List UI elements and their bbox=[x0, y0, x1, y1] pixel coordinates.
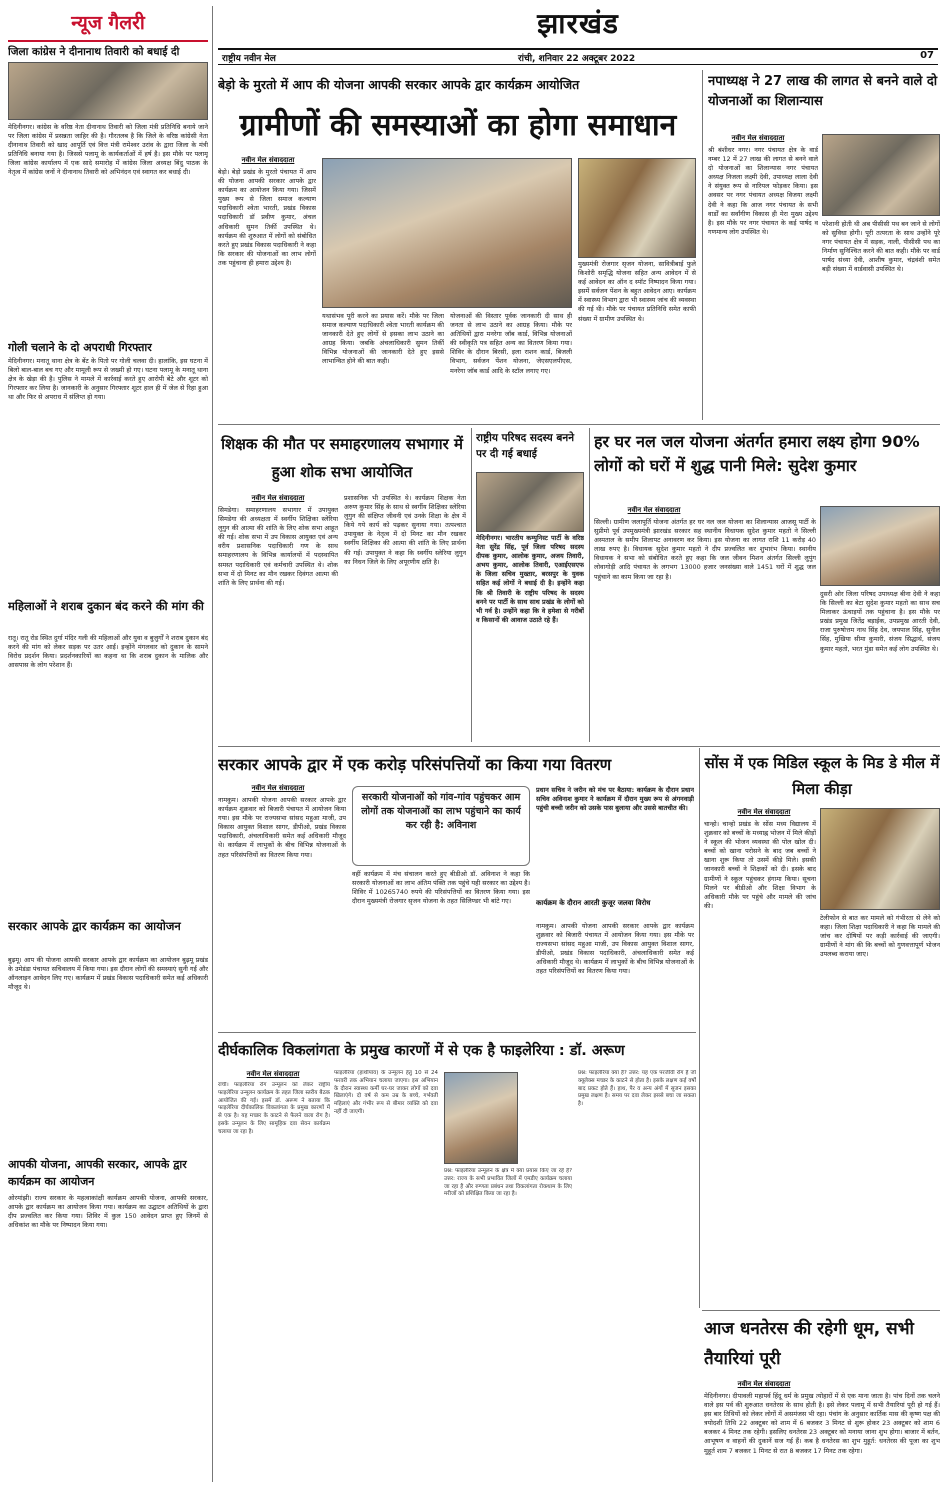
main-col1: बेड़ो। बेड़ो प्रखंड के मुरतो पंचायत में आप की योजना आपकी सरकार आपके द्वार कार्यक्रम का आयोजन किया गया। जिसमें मुख्य रूप से जिला समाज कल्याण पदाधिकारी श्वेता भारती, प्रखंड विकास पदाधिकारी डॉ प्रवीण कुमार, अंचल अधिकारी सुमन तिर्की उपस्थित थे। कार्यक्रम की शुरुआत में लोगों को संबोधित करते हुए प्रखंड विकास पदाधिकारी ने कहा कि सरकार की योजनाओं का लाभ लोगों तक पहुंचाना ही हमारा उद्देश्य है। bbox=[218, 168, 316, 267]
doctor-col4: प्रश्न: फाइलेरिया क्या है? उत्तर: यह एक परजीवी रोग है जो क्यूलेक्स मच्छर के काटने से होता है। इसके लक्षण कई वर्षों बाद प्रकट होते हैं। हाथ, पैर व अन्य अंगों में सूजन इसका प्रमुख लक्षण है। समय पर दवा लेकर इससे बचा जा सकता है। bbox=[578, 1070, 696, 1108]
school-body2: टेलीफोन से बात कर मामले को गंभीरता से लेने को कहा। जिला शिक्षा पदाधिकारी ने कहा कि मामले की जांच कर दोषियों पर कड़ी कार्रवाई की जाएगी। ग्रामीणों ने मांग की कि बच्चों को गुणवत्तापूर्ण भोजन उपलब्ध कराया जाए। bbox=[820, 914, 940, 959]
doctor-byline: नवीन मेल संवाददाता bbox=[246, 1070, 300, 1078]
strip-paper-name: राष्ट्रीय नवीन मेल bbox=[222, 54, 276, 64]
school-byline: नवीन मेल संवाददाता bbox=[737, 808, 791, 816]
main-photo bbox=[322, 158, 572, 308]
gallery-photo bbox=[8, 62, 208, 120]
teacher-col2: प्रशासनिक भी उपस्थित थे। कार्यक्रम शिक्षक नेता अरुण कुमार सिंह के साथ से स्वर्गीय शिक्षिका स्लेरिया लुगुन की संक्षिप्त जीवनी एवं उनके शिक्षा के क्षेत्र में किये गये कार्य को पढ़कर सुनाया गया। तत्पश्चात उपायुक्त के नेतृत्व में दो मिनट का मौन रखकर स्वर्गीय शिक्षिका की आत्मा की शांति के लिए प्रार्थना की गई। उपायुक्त ने कहा कि स्वर्गीय स्लेरिया लुगुन का निधन जिले के लिए अपूरणीय क्षति है। bbox=[344, 494, 466, 566]
page-number: 07 bbox=[920, 50, 934, 61]
award-body: मेदिनीनगर। भारतीय कम्युनिस्ट पार्टी के वरिष्ठ नेता सुरेंद्र सिंह, पूर्व जिला परिषद सदस्य दीपक कुमार, आलोक कुमार, अजय तिवारी, अभय कुमार, आलोक तिवारी, एआईएसएफ के जिला सचिव मुख्तार, बरसपुर के युवक सहित कई लोगों ने बधाई दी है। इन्होंने कहा कि श्री तिवारी के राष्ट्रीय परिषद के सदस्य बनने पर पार्टी के साथ साथ प्रखंड के लोगों को भी गर्व है। उन्होंने कहा कि वे हमेशा से गरीबों व किसानों की आवाज उठाते रहे हैं। bbox=[476, 534, 584, 624]
water-byline: नवीन मेल संवाददाता bbox=[627, 506, 681, 514]
doctor-col3: प्रश्न: फाइलेरिया उन्मूलन के क्षेत्र में क्या प्रयास किए जा रहे हैं? उत्तर: राज्य के सभी प्रभावित जिलों में एमडीए कार्यक्रम चलाया जा रहा है और रुग्णता प्रबंधन तथा विकलांगता रोकथाम के लिए मरीजों को प्रशिक्षित किया जा रहा है। bbox=[444, 1168, 572, 1198]
masthead-title: झारखंड bbox=[537, 7, 619, 40]
dhanteras-byline: नवीन मेल संवाददाता bbox=[737, 1380, 791, 1388]
doctor-col2: फाइलेरिया (हाथीपांव) के उन्मूलन हेतु 10 से 24 फरवरी तक अभियान चलाया जाएगा। इस अभियान के दौरान स्वास्थ्य कर्मी घर-घर जाकर लोगों को दवा खिलाएंगे। दो वर्ष से कम उम्र के बच्चे, गर्भवती महिलाएं और गंभीर रूप से बीमार व्यक्ति को दवा नहीं दी जाएगी। bbox=[334, 1070, 438, 1115]
water-body: सिल्ली। ग्रामीण जलापूर्ति योजना अंतर्गत हर घर नल जल योजना का शिलान्यास आजसू पार्टी के सुप्रीमो पूर्व उपमुख्यमंत्री झारखंड सरकार सह स्थानीय विधायक सुदेश कुमार महतो ने सिल्ली अस्पताल के समीप शिलापट अनावरण कर किया। इस योजना का लागत राशि 11 करोड़ 40 लाख रुपए है। विधायक सुदेश कुमार महतो ने दीप प्रज्वलित कर शुभारंभ किया। स्थानीय विधायक ने सभा को संबोधित करते हुए कहा कि जल जीवन मिशन अंतर्गत सिल्ली लुपुंग लोवागोड़ी आदि पंचायत के लगभग 13000 हजार जनसंख्या वाले 1451 घरों में शुद्ध जल पहुंचाने का काम किया जा रहा है। bbox=[594, 518, 816, 581]
news-gallery-title: न्यूज गैलरी bbox=[71, 12, 145, 34]
teacher-headline: शिक्षक की मौत पर समाहरणालय सभागार में हुआ शोक सभा आयोजित bbox=[221, 435, 463, 481]
main-col3: योजनाओं की विस्तार पूर्वक जानकारी दी साथ ही जनता से लाभ उठाने का आग्रह किया। मौके पर अतिथियों द्वारा मनरेगा जॉब कार्ड, विभिन्न योजनाओं की स्वीकृति पत्र सहित अन्य का वितरण किया गया। शिविर के दौरान बिरसी, इला राशन कार्ड, बिजली विभाग, सर्वजन पेंशन योजना, जेएसएलपीएस, मनरेगा जॉब कार्ड आदि के स्टॉल लगाए गए। bbox=[450, 312, 572, 375]
right-top-body: श्री बंशीधर नगर। नगर पंचायत क्षेत्र के वार्ड नम्बर 12 में 27 लाख की लागत से बनने वाले दो योजनाओं का शिलान्यास नगर पंचायत अध्यक्ष निजला लक्ष्मी देवी, उपाध्यक्ष लाला देवी ने संयुक्त रूप से नारियल फोड़कर किया। इस अवसर पर नगर पंचायत अध्यक्ष विजया लक्ष्मी देवी ने कहा कि आज नगर पंचायत के सभी वार्डों का सर्वांगीण विकास ही मेरा मुख्य उद्देश्य है। इस मौके पर नगर पंचायत के कई पार्षद व गणमान्य लोग उपस्थित थे। bbox=[708, 146, 818, 236]
right-top-body2: परेशानी होती थी अब पीसीसी पथ बन जाने से लोगों को सुविधा होगी। पूरी तत्परता के साथ उन्होंने पूरे नगर पंचायत क्षेत्र में सड़क, नाली, पीसीसी पथ का निर्माण सुनिश्चित करने की बात कही। मौके पर वार्ड पार्षद संध्या देवी, आशीष कुमार, चंद्रवंशी समेत बड़ी संख्या में वार्डवासी उपस्थित थे। bbox=[822, 220, 940, 274]
water-body2: दुसरी ओर जिला परिषद उपाध्यक्ष बीना देवी ने कहा कि सिल्ली का बेटा सुदेश कुमार महतो का साथ सच मिलाकर ऊंचाइयों तक पहुंचाना है। इस मौके पर प्रखंड प्रमुख जितेंद्र बड़ाईक, उपप्रमुख आरती देवी, राजा पुरुषोत्तम नाथ सिंह देव, जयपाल सिंह, सुनील सिंह, मुखिया सीमा कुमारी, संजय सिद्धार्थ, संजय कुमार महतो, भरत मुंडा समेत कई लोग उपस्थित थे। bbox=[820, 590, 940, 653]
dhanteras-headline: आज धनतेरस की रहेगी धूम, सभी तैयारियां पूरी bbox=[704, 1319, 914, 1369]
right-top-byline: नवीन मेल संवाददाता bbox=[731, 134, 785, 142]
main-col2: यथासंभव पूरी करने का प्रयास करें। मौके पर जिला समाज कल्याण पदाधिकारी श्वेता भारती कार्यक्रम की जानकारी देते हुए लोगों से इसका लाभ उठाने का आग्रह किया। जबकि अंचलाधिकारी सुमन तिर्की विभिन्न योजनाओं की जानकारी देते हुए इससे लाभान्वित होने की बात कही। bbox=[322, 312, 444, 366]
brief4-body: ओरमांझी। राज्य सरकार के महत्वाकांक्षी कार्यक्रम आपकी योजना, आपकी सरकार, आपके द्वार कार्यक्रम का आयोजन किया गया। कार्यक्रम का उद्घाटन अतिथियों के द्वारा दीप प्रज्वलित कर किया गया। शिविर में कुल 150 आवेदन प्राप्त हुए जिनमें से अधिकांश का मौके पर निष्पादन किया गया। bbox=[8, 1194, 208, 1230]
school-body: चान्हो। चान्हो प्रखंड के सोंस मध्य विद्यालय में शुक्रवार को बच्चों के मध्याह्न भोजन में मिले कीड़ों ने स्कूल की भोजन व्यवस्था की पोल खोल दी। बच्चों को खाना परोसने के बाद जब बच्चों ने खाना शुरू किया तो उसमें कीड़े मिले। इसकी जानकारी बच्चों ने शिक्षकों को दी। इसके बाद ग्रामीणों ने स्कूल पहुंचकर हंगामा किया। सूचना मिलने पर बीडीओ और शिक्षा विभाग के अधिकारी मौके पर पहुंचे और मामले की जांच की। bbox=[704, 820, 816, 910]
school-photo bbox=[820, 808, 940, 910]
main-kicker: बेड़ो के मुरतो में आप की योजना आपकी सरकार आपके द्वार कार्यक्रम आयोजित bbox=[218, 77, 580, 92]
gallery-body: मेदिनीनगर। कांग्रेस के वरिष्ठ नेता दीनानाथ तिवारी को जिला मंत्री प्रतिनिधि बनाये जाने पर जिला कांग्रेस में प्रसन्नता जाहिर की है। गौरतलब है कि जिले के वरिष्ठ कांग्रेसी नेता दीनानाथ तिवारी को खाद आपूर्ति एवं वित्त मंत्री रामेश्वर उरांव के द्वारा जिला के मंत्री प्रतिनिधि बनाया गया है। जिससे पलामू के कार्यकर्ताओं में हर्ष है। इस मौके पर पलामू जिला कांग्रेस कार्यालय में एक सादे समारोह में कांग्रेस जिला अध्यक्ष बिंदु पाठक के नेतृत्व में कांग्रेस जनों ने दीनानाथ तिवारी को अभिनंदन एवं स्वागत कर बधाई दी। bbox=[8, 123, 208, 177]
main-headline-box bbox=[218, 100, 698, 152]
brief4-headline: आपकी योजना, आपकी सरकार, आपके द्वार कार्यक्रम का आयोजन bbox=[8, 1158, 187, 1188]
strip-date: रांची, शनिवार 22 अक्टूबर 2022 bbox=[518, 54, 636, 64]
distribution-col3b: नामकुम। आपकी योजना आपकी सरकार आपके द्वार कार्यक्रम शुक्रवार को बिजारी पंचायत में आयोजन किया गया। इस मौके पर राज्यसभा सांसद महुआ माजी, उप विकास आयुक्त विशाल सागर, डीपीओ, प्रखंड विकास पदाधिकारी, अंचलाधिकारी समेत कई अधिकारी मौजूद थे। कार्यक्रम में लाभुकों के बीच विभिन्न योजनाओं के तहत परिसंपत्तियों का वितरण किया गया। bbox=[536, 922, 694, 976]
distribution-headline: सरकार आपके द्वार में एक करोड़ परिसंपत्तियों का किया गया वितरण bbox=[218, 755, 612, 774]
doctor-col1: रांची। फाइलेरिया रोग उन्मूलन को लेकर राष्ट्रीय फाइलेरिया उन्मूलन कार्यक्रम के तहत जिला स्तरीय बैठक आयोजित की गई। इसमें डॉ. अरूण ने बताया कि फाइलेरिया दीर्घकालिक विकलांगता के प्रमुख कारणों में से एक है। यह मच्छर के काटने से फैलने वाला रोग है। इसके उन्मूलन के लिए सामूहिक दवा सेवन कार्यक्रम चलाया जा रहा है। bbox=[218, 1082, 330, 1135]
brief1-body: मेदिनीनगर। मनातू थाना क्षेत्र के बेंट के पितो पर गोली चलवा दी। हालांकि, इस घटना में बिलो बाल-बाल बच गए और मामूली रूप से जख्मी हो गए। घटना पलामू के मनातू थाना क्षेत्र के खेड़ा की है। पुलिस ने मामले में कार्रवाई करते हुए आरोपी बेटे और शूटर को गिरफ्तार कर लिया है। जानकारी के अनुसार गिरफ्तार शूटर हाल ही में जेल से रिहा हुआ था और फिर से अपराध में संलिप्त हो गया। bbox=[8, 357, 208, 402]
main-headline: ग्रामीणों की समस्याओं का होगा समाधान bbox=[239, 108, 677, 143]
right-top-photo bbox=[822, 134, 940, 216]
main-byline: नवीन मेल संवाददाता bbox=[241, 156, 295, 164]
left-header bbox=[8, 6, 208, 40]
school-headline: सोंस में एक मिडिल स्कूल के मिड डे मील में मिला कीड़ा bbox=[704, 754, 940, 798]
distribution-col3: प्रधान सचिव ने जरीन को मंच पर बैठाया: कार्यक्रम के दौरान प्रधान सचिव अविनाश कुमार ने कार्यक्रम में दौरान मुख्य रूप से अंगनवाड़ी पहुंची बच्ची जरीन को उसके पास बुलाया और उससे बातचीत की। bbox=[536, 786, 694, 813]
distribution-quote: सरकारी योजनाओं को गांव-गांव पहुंचकर आम लोगों तक योजनाओं का लाभ पहुंचाने का कार्य कर रही है: अविनाश bbox=[361, 792, 521, 831]
award-headline: राष्ट्रीय परिषद सदस्य बनने पर दी गई बधाई bbox=[476, 432, 575, 460]
masthead bbox=[218, 4, 938, 44]
brief2-body: रातू। रातू रोड स्थित दुर्गा मंदिर गली की महिलाओं और युवा व बुजुर्गों ने शराब दुकान बंद करने की मांग को लेकर सड़क पर उतर आईं। इन्होंने मंगलवार को दुकान के सामने विरोध प्रदर्शन किया। प्रदर्शनकारियों का कहना था कि शराब दुकान के मालिक और आसपास के लोग परेशान हैं। bbox=[8, 634, 208, 670]
brief3-body: बुढ़मू। आप की योजना आपकी सरकार आपके द्वार कार्यक्रम का आयोजन बुढ़मू प्रखंड के उमेडंडा पंचायत सचिवालय में किया गया। इस दौरान लोगों की समस्याएं सुनी गईं और ऑनलाइन आवेदन लिए गए। कार्यक्रम में प्रखंड विकास पदाधिकारी समेत कई अधिकारी मौजूद थे। bbox=[8, 956, 208, 992]
right-top-headline: नपाध्यक्ष ने 27 लाख की लागत से बनने वाले दो योजनाओं का शिलान्यास bbox=[708, 74, 938, 109]
distribution-col1: नामकुम। आपकी योजना आपकी सरकार आपके द्वार कार्यक्रम शुक्रवार को बिजारी पंचायत में आयोजन किया गया। इस मौके पर राज्यसभा सांसद महुआ माजी, उप विकास आयुक्त विशाल सागर, डीपीओ, प्रखंड विकास पदाधिकारी, अंचलाधिकारी समेत कई अधिकारी मौजूद थे। कार्यक्रम में लाभुकों के बीच विभिन्न योजनाओं के तहत परिसंपत्तियों का वितरण किया गया। bbox=[218, 796, 346, 859]
doctor-headline: दीर्घकालिक विकलांगता के प्रमुख कारणों में से एक है फाइलेरिया : डॉ. अरूण bbox=[218, 1043, 625, 1059]
distribution-col2: वहीं कार्यक्रम में मंच संचालन करते हुए बीडीओ डॉ. अविनाश ने कहा कि सरकारी योजनाओं का लाभ अंतिम पंक्ति तक पहुंचे यही सरकार का उद्देश्य है। शिविर में 10265740 रुपये की परिसंपत्तियों का वितरण किया गया। इस दौरान मुख्यमंत्री रोजगार सृजन योजना के तहत सिलिण्डर भी बांटे गए। bbox=[352, 870, 530, 906]
header-strip bbox=[218, 48, 938, 65]
main-col4: मुख्यमंत्री रोजगार सृजन योजना, सावित्रीबाई फुले किशोरी समृद्धि योजना सहित अन्य आवेदन में से कई आवेदन का ऑन द स्पॉट निष्पादन किया गया। इसमें सर्वजन पेंशन के बहुत आवेदन आए। कार्यक्रम में स्वास्थ्य विभाग द्वारा भी स्वास्थ्य जांच की व्यवस्था की गई थी। मौके पर पंचायत प्रतिनिधि समेत काफी संख्या में ग्रामीण उपस्थित थे। bbox=[578, 260, 696, 323]
teacher-byline: नवीन मेल संवाददाता bbox=[251, 494, 305, 502]
distribution-subhead: कार्यक्रम के दौरान आरती कुजूर जलवा विरोध bbox=[536, 899, 651, 907]
brief2-headline: महिलाओं ने शराब दुकान बंद करने की मांग की bbox=[8, 599, 204, 613]
distribution-byline: नवीन मेल संवाददाता bbox=[251, 784, 305, 792]
teacher-col1: सिमडेगा। समाहरणालय सभागार में उपायुक्त सिमडेगा की अध्यक्षता में स्वर्गीय शिक्षिका स्लेरिया लुगुन की आत्मा की शांति के लिए शोक सभा आहूत की गई। शोक सभा में उप विकास आयुक्त एवं अन्य वरीय प्रशासनिक पदाधिकारी गण के साथ समाहरणालय के विभिन्न कार्यालयों में पदस्थापित समस्त पदाधिकारी एवं कर्मचारी उपस्थित थे। शोक सभा में दो मिनट का मौन रखकर दिवंगत आत्मा की शांति के लिए प्रार्थना की गई। bbox=[218, 506, 338, 587]
dhanteras-body: मेदिनीनगर। दीपावली महापर्व हिंदू धर्म के प्रमुख त्योहारों में से एक माना जाता है। पांच दिनों तक चलने वाले इस पर्व की शुरुआत धनतेरस के साथ होती है। इसे लेकर पलामू में सभी तैयारियां पूरी हो गई हैं। इस बार तिथियों को लेकर लोगों में असमंजस भी रहा। पंचांग के अनुसार कार्तिक मास की कृष्ण पक्ष की त्रयोदशी तिथि 22 अक्टूबर को शाम में 6 बजकर 3 मिनट से शुरू होकर 23 अक्टूबर को शाम 6 बजकर 4 मिनट तक रहेगी। इसलिए धनतेरस 23 अक्टूबर को मनाया जाना शुभ होगा। बाजार में बर्तन, आभूषण व वाहनों की दुकानें सज गई हैं। कब है धनतेरस का शुभ मुहूर्त: धनतेरस की पूजा का शुभ मुहूर्त शाम 7 बजकर 1 मिनट से रात 8 बजकर 17 मिनट तक रहेगा। bbox=[704, 1392, 940, 1455]
distribution-quote-box bbox=[352, 786, 530, 866]
award-photo bbox=[476, 472, 584, 532]
main-photo-2 bbox=[578, 158, 696, 258]
water-photo bbox=[820, 506, 940, 586]
gallery-headline: जिला कांग्रेस ने दीनानाथ तिवारी को बधाई दी bbox=[8, 46, 180, 58]
water-headline: हर घर नल जल योजना अंतर्गत हमारा लक्ष्य होगा 90% लोगों को घरों में शुद्ध पानी मिले: सुदेश कुमार bbox=[594, 432, 920, 475]
brief3-headline: सरकार आपके द्वार कार्यक्रम का आयोजन bbox=[8, 919, 181, 933]
doctor-portrait bbox=[444, 1072, 518, 1164]
brief1-headline: गोली चलाने के दो अपराधी गिरफ्तार bbox=[8, 341, 152, 354]
